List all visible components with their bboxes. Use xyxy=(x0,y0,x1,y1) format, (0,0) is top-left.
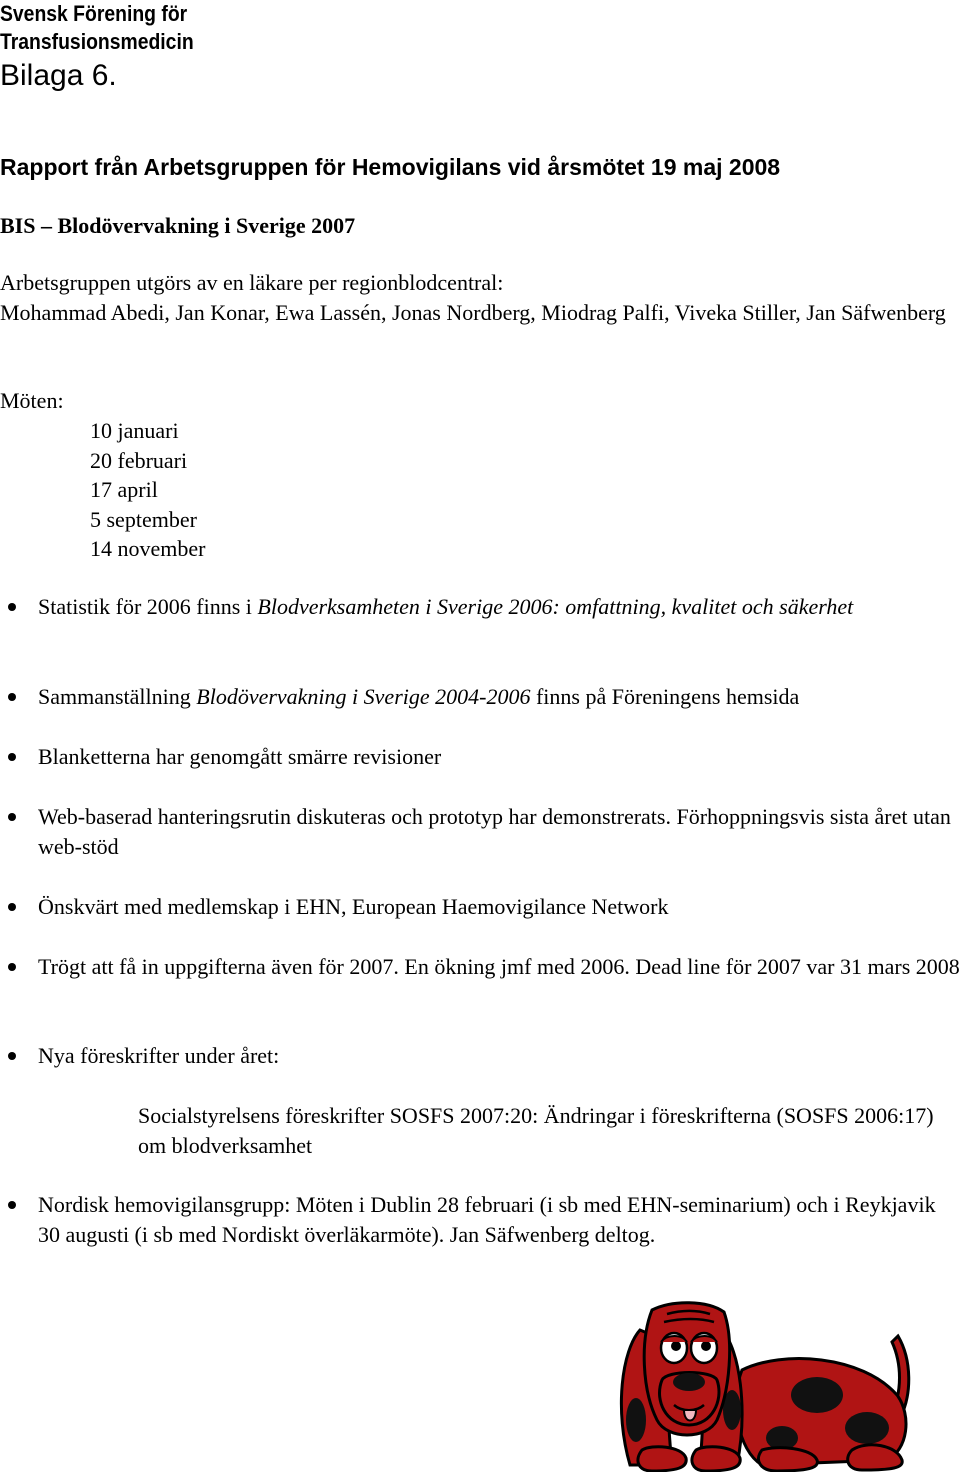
bullet-icon xyxy=(8,963,16,971)
bullet-icon xyxy=(8,693,16,701)
meeting-date: 14 november xyxy=(90,536,206,561)
bullet-new-regulations xyxy=(38,1041,960,1071)
bullet-text: Nordisk hemovigilansgrupp: Möten i Dublin 28 februari (i sb med EHN-seminarium) och i Reykjavik 30 augusti (i sb med Nordiskt överläkarmöte). Jan Säfwenberg deltog. xyxy=(38,1192,936,1247)
org-line-1: Svensk Förening för xyxy=(0,1,188,26)
bullet-text: Sammanställning xyxy=(38,684,197,709)
group-members: Mohammad Abedi, Jan Konar, Ewa Lassén, Jonas Nordberg, Miodrag Palfi, Viveka Stiller, Jan Säfwenberg xyxy=(0,299,946,325)
meetings-label: Möten: xyxy=(0,388,64,413)
report-title: Rapport från Arbetsgruppen för Hemovigilans vid årsmötet 19 maj 2008 xyxy=(0,154,781,180)
org-line-2: Transfusionsmedicin xyxy=(0,29,194,54)
bullet-icon xyxy=(8,753,16,761)
meeting-date: 5 september xyxy=(90,506,197,532)
appendix-label: Bilaga 6. xyxy=(0,59,117,92)
bullet-icon xyxy=(8,603,16,611)
meeting-dates xyxy=(90,416,205,564)
bullet-nordic-group xyxy=(38,1190,960,1249)
report-reference: Blodövervakning i Sverige 2004-2006 xyxy=(196,684,531,709)
bullet-ehn xyxy=(38,892,960,922)
bloodhound-dog-icon xyxy=(612,1300,922,1472)
bullet-icon xyxy=(8,1052,16,1060)
meeting-date: 20 februari xyxy=(90,447,188,473)
report-subtitle: BIS – Blodövervakning i Sverige 2007 xyxy=(0,213,356,238)
meeting-date: 17 april xyxy=(90,477,158,502)
bullet-icon xyxy=(8,813,16,821)
bullet-text: Blanketterna har genomgått smärre revisioner xyxy=(38,744,442,769)
bullet-web-routine xyxy=(38,802,960,861)
working-group xyxy=(0,268,955,327)
bullet-compilation xyxy=(38,682,960,712)
bullet-text: Statistik för 2006 finns i xyxy=(38,594,258,619)
regulation-detail: Socialstyrelsens föreskrifter SOSFS 2007:20: Ändringar i föreskrifterna (SOSFS 2006:17) om blodverksamhet xyxy=(138,1103,934,1158)
organization-name xyxy=(0,0,194,56)
bullet-text: Önskvärt med medlemskap i EHN, European Haemovigilance Network xyxy=(38,894,669,919)
report-reference: Blodverksamheten i Sverige 2006: omfattning, kvalitet och säkerhet xyxy=(257,594,854,619)
bullet-icon xyxy=(8,903,16,911)
bullet-data-collection xyxy=(38,952,960,982)
bullet-text: finns på Föreningens hemsida xyxy=(530,684,800,709)
bullet-text: Trögt att få in uppgifterna även för 2007. En ökning jmf med 2006. Dead line för 2007 var 31 mars 2008 xyxy=(38,954,960,979)
bullet-statistics xyxy=(38,592,960,622)
bullet-text: Nya föreskrifter under året: xyxy=(38,1043,280,1068)
bullet-forms xyxy=(38,742,960,772)
group-intro: Arbetsgruppen utgörs av en läkare per regionblodcentral: xyxy=(0,270,504,295)
meeting-date: 10 januari xyxy=(90,418,179,443)
bullet-icon xyxy=(8,1201,16,1209)
bullet-text: Web-baserad hanteringsrutin diskuteras och prototyp har demonstrerats. Förhoppningsvis sista året utan web-stöd xyxy=(38,804,951,859)
